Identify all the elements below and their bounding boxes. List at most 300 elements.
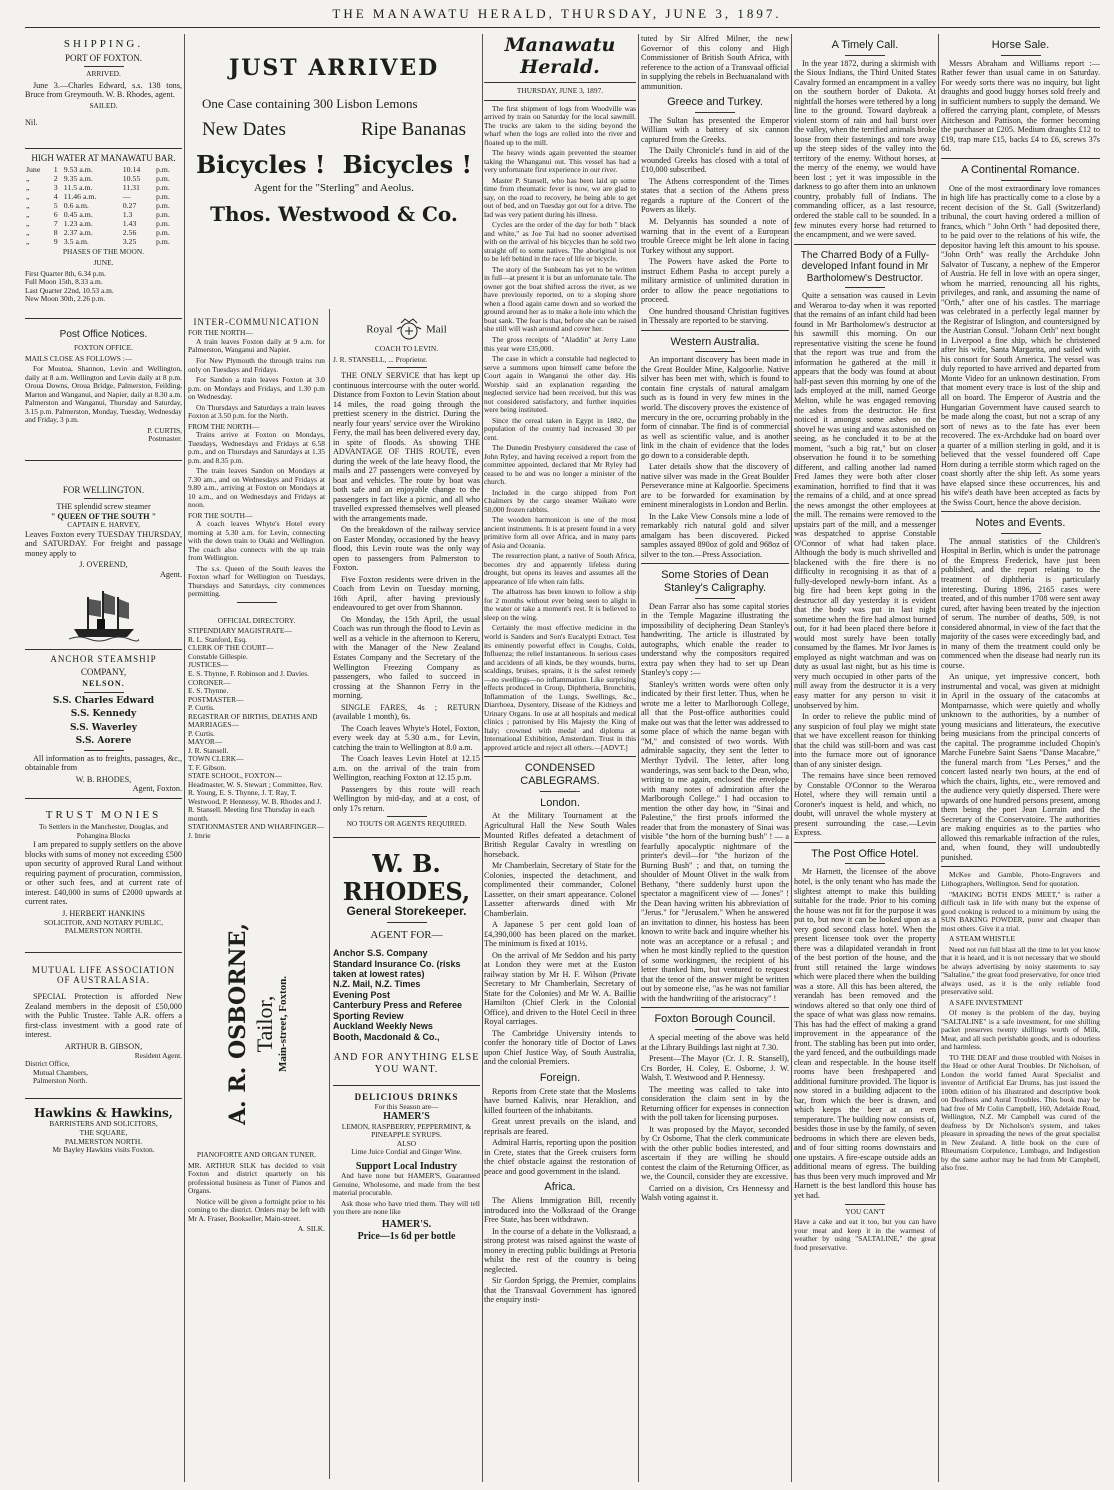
drinks-sub: For this Season are— — [374, 1101, 439, 1111]
tide-row — [25, 183, 182, 192]
directory-entry: R. L. Stanford, Esq. — [188, 634, 247, 644]
news-paragraph: Cycles are the order of the day for both " black and white," as Joe Tui had no sooner advertised with on the arrival of his bicycles than he sold two straight off to some natives. The aboriginal is not to be left behind in the race of life or bicycle. — [484, 220, 636, 264]
tide-cell: „ — [26, 237, 30, 247]
osborne-ad-text — [226, 923, 290, 1125]
charred-paragraph: Quite a sensation was caused in Levin and Weraroa to-day when it was reported that the remains of an infant child had been found in Mr Bartholomew's destructor at his sawmill this morning. On our representative visiting the scene he found that the report was true and from the information he gathered at the mill it appears that the body was found at about half-past seven this morning by one of the lads employed at the mill, named George Melton, while he was engaged removing the ashes from the destructor. He first noticed it amongst some ashes on the shovel he was using and was astonished on seeing, as he concluded it to be at the moment, "such a big rat," but on closer observation he found it to be something different, and calling another lad named Fred James they were both after closer examination, horrified to find that it was the remains of a child, and at once spread the news amongst the other employees at the mill. The remains were removed to the upstairs part of the mill, and a messenger was despatched to apprise Constable O'Connor of what had taken place. Although the body is much shrivelled and blackened with the fire there is no difficulty in recognising it as that of a fully-developed newly-born infant. As a big fire had been kept going in the destructor all day yesterday it is evident that the body was put in last night sometime when the fire had almost burned out, for it had been placed there before it would most surely have been totally consumed by the flames. Mr Ivor James is employed as night watchman and was on duty as usual last night, but as his time is very much occupied in other parts of the mill away from the destructor it is a very easy matter for any person to visit it unobserved by him. — [794, 291, 936, 710]
news-paragraph: Master P. Stansell, who has been laid up some time from rheumatic fever is now, we are glad to say, on the road to recovery, he being able to get out of bed, and on Tuesday got out for a drive. The lad was very patient during his illness. — [484, 175, 636, 219]
anchor-ship-name: S.S. Aorere — [75, 736, 132, 747]
tide-cell: „ — [26, 210, 30, 220]
train-from-north-entry: The train leaves Sandon on Mondays at 7.30 am., and on Wednesdays and Fridays at 9.80 a.m., arriving at Foxton on Mondays at 10 a.m., and on Wednesdays and Fridays at noon. — [188, 466, 325, 510]
tide-cell: p.m. — [155, 174, 170, 184]
directory-entry: TOWN CLERK— — [188, 754, 244, 764]
divider — [695, 112, 735, 113]
newspaper-title: Manawatu Herald. — [504, 34, 616, 79]
drinks-heading: DELICIOUS DRINKS — [354, 1092, 459, 1103]
greece-heading: Greece and Turkey. — [667, 96, 763, 109]
hamers-brand: HAMER'S — [383, 1111, 430, 1123]
london-paragraphs — [484, 811, 636, 1066]
greece-paragraph: M. Delyannis has sounded a note of warning that in the event of a European trouble Greece might be left alone in facing Turkey without any support. — [641, 217, 789, 255]
royal-crest-icon — [395, 317, 423, 343]
anchor-company: COMPANY, — [80, 666, 127, 677]
london-paragraph: A Japanese 5 per cent gold loan of £4,390,000 has been placed on the market. The minimum is fixed at 101½. — [484, 920, 636, 949]
steamer-captain: CAPTAIN E. HARVEY, — [67, 520, 140, 530]
coach-paragraph: On Monday, the 15th April, the usual Coach was run through the flood to Levin as well as a vehicle in the afternoon to Kereru, with the Manager of the New Zealand Estates Company and the Secretary of the Wellington Freezing Company as passengers, who failed to succeed in crossing at the Shannon Ferry in the morning. — [333, 614, 480, 701]
anchor-agent: W. B. RHODES, — [75, 774, 132, 784]
coach-paragraph: The Coach leaves Whyte's Hotel, Foxton, every week day at 5.30 a.m., for Levin, catching the train to Wellington at 8.0 a.m. — [333, 723, 480, 752]
africa-paragraph: The Aliens Immigration Bill, recently introduced into the Volksraad of the Orange Free State, has been withdrawn. — [484, 1196, 636, 1225]
post-office-heading: Post Office Notices. — [59, 328, 148, 340]
trust-sub: To Settlers in the Manchester, Douglas, and Pohangina Blocks — [39, 822, 168, 840]
tide-row — [25, 165, 182, 174]
foreign-paragraph: Reports from Crete state that the Moslems have burned Kalivis, near Heraklion, and killed fourteen of the inhabitants. — [484, 1086, 636, 1115]
foreign-paragraphs — [484, 1087, 636, 1177]
divider — [484, 756, 636, 757]
bicycles-line — [196, 151, 472, 179]
borough-paragraph: Carried on a division, Crs Hennessy and Walsh voting against it. — [641, 1183, 789, 1203]
africa-heading: Africa. — [544, 1181, 576, 1194]
tide-cell: „ — [26, 192, 30, 202]
agency-item: Auckland Weekly News — [333, 1021, 433, 1032]
charred-body-paragraphs — [794, 291, 936, 837]
tide-cell: 1.3 — [122, 210, 133, 220]
bananas-label: Ripe Bananas — [360, 118, 466, 140]
directory-entry: CORONER— — [188, 677, 231, 687]
divider — [387, 922, 427, 923]
divider — [941, 866, 1100, 867]
stanley-paragraph: Dean Farrar also has some capital stories in the Temple Magazine illustrating the impossibility of deciphering Dean Stanley's handwriting. The article is illustrated by autographs, which enable the reader to understand why the compositors required extra pay when they had to set up Dean Stanley's copy :— — [641, 601, 789, 678]
you-cant-body: Have a cake and eat it too, but you can have your meat and keep it in the warmest of weather by using "SALTALINE," the great food preservative. — [794, 1217, 936, 1252]
timely-call-heading: A Timely Call. — [831, 39, 899, 51]
borough-paragraph: The meeting was called to take into consideration the claim sent in by the Returning officer for expenses in connection with the poll taken for licensing purposes. — [641, 1084, 789, 1123]
divider — [845, 863, 885, 864]
also-label: ALSO — [396, 1138, 417, 1148]
osborne-place: Main-street, Foxton. — [277, 975, 290, 1073]
directory-entry: POSTMASTER— — [188, 694, 244, 704]
arrived-text: June 3.—Charles Edward, s.s. 138 tons, Bruce from Greymouth. W. B. Rhodes, agent. — [25, 80, 182, 100]
dates-label: New Dates — [202, 118, 286, 140]
piano-tuner-ad — [188, 1149, 325, 1234]
ask-line: Ask those who have tried them. They will tell you there are none like — [333, 1198, 480, 1217]
directory-entry: T. F. Gibson. — [188, 762, 227, 772]
post-office-sub: FOXTON OFFICE. — [74, 343, 133, 353]
tide-cell: p.m. — [155, 165, 170, 175]
column-advertisements — [188, 34, 480, 1484]
tide-cell: „ — [26, 228, 30, 238]
hawkins-address: THE SQUARE, — [79, 1128, 128, 1137]
divider — [237, 602, 277, 603]
column-rule — [791, 34, 792, 1482]
borough-paragraph: Present—The Mayor (Cr. J. R. Stansell), Crs Border, H. Coley, E. Osborne, J. W. Walsh, T. Westwood and P. Hennessy. — [641, 1054, 789, 1083]
small-ad: TO THE DEAF and those troubled with Noises in the Head or other Aural Troubles. Dr Nicholson, of London the world famed Aural Specialist and inventor of Artificial Ear Drums, has just issued the 100th edition of his illustrated and descriptive book on Deafness and Aural Troubles. This book may be had free of Mr Colin Campbell, 160, Adelaide Road, Wellington, N.Z. Mr Campbell was cured of the deafness by Dr Nicholson's system, and takes pleasure in spreading the news of the great specialist in New Zealand. A little book on the cure of Rheumatism Corpulence, Lumbago, and Indigestion by the same author may be had from Mr Campbell, also free. — [941, 1052, 1100, 1173]
tide-cell: 11.46 a.m. — [63, 192, 97, 202]
stanley-paragraph: Stanley's written words were often only indicated by their first letter. Thus, when he wrote me a letter to Marlborough College, all that the Post-office authorities could make out was that the letter was addressed to some place of which the name began with "M," and consisted of two words. With admirable sagacity, they sent the letter to Merthyr Tydvil. The letter, after long wanderings, was sent back to the Dean, who, writing to me again, enclosed the envelope with many notes of admiration after the Marlborough College." I had occasion to mention the other day how, in "Sinai and Palestine," the first proofs informed the reader that from the monastery of Sinai was visible "the horn of the burning bush" ! — a fearfully apocalyptic nightmare of the printer's devil—for "the horizon of the Burning Bush" ; and that, on turning the shoulder of Mount Olivet in the walk from Bethany, "there suddenly burst upon the spectator a magnificent view of — Jones" ! the Dean having written his abbreviation of "Jerus." for "Jerusalem." When he answered an invitation to dinner, his hostess has been known to write back and inquire whether his note was an acceptance or a refusal ; and when he most kindly replied to the question of some workingmen, the recipient of his letter thanked him, but ventured to request that the tenor of the answer might be written out by someone else, "as he was not familiar with the handwriting of the aristocracy" ! — [641, 679, 789, 1003]
moon-list — [25, 270, 182, 304]
borough-heading: Foxton Borough Council. — [654, 1013, 776, 1026]
romance-body: One of the most extraordinary love romances in high life has practically come to a close by a recent decision of the St. Gall (Switzerland) tribunal, the court having ordered a million of francs, which " John Orth " had deposited there, to be paid over to the relations of his wife, the depositor having left this amount to his spouse. "John Orth" was really the Archduke John Salvator of Tuscany, a nephew of the Emperor of Austria. He fell in love with an opera singer, whom he married, renouncing all his rights, privileges, and rank, and assuming the name of "Orth," after one of his castles. The marriage was celebrated in a perfectly legal manner by the Registrar of Islington, and countersigned by the Austrian Consul. "Johann Orth" next bought in Liverpool a fine ship, which he christened after his wife, Santa Margarita, and sailed with his consort for South America. The vessel was duly reported to have arrived and departed from Monte Video for an unknown destination. From that moment every trace is lost of the ship and all on board. The Emperor of Austria and the Hungarian Government have caused search to be made along the coast, but not a scrap of any sort of news as to the fate has ever been recovered. The ex-Archduke had on board over a quarter of a million sterling in gold, and it is believed that the vessel foundered off Cape Horn during a terrible storm which raged on the coast shortly after the ship left. As some years have elapsed since these occurrences, his and his wife's death have been accepted as facts by the Swiss Court, hence the above decision. — [941, 183, 1100, 507]
divider — [1001, 55, 1041, 56]
train-north-entry: On Thursdays and Saturdays a train leaves Foxton at 3.50 p.m. for the North. — [188, 402, 325, 421]
notes-paragraph: An unique, yet impressive concert, both instrumental and vocal, was given at midnight in April in the ossuary of the catacombs at Montparnasse, which were quietly and wholly unknown to the authorities, by a number of young musicians and litterateurs, the executive being musicians from the principal concerts of the capital. The programme included Chopin's Marche Funebre Saint Saens "Danse Macabre," the funeral march from "Les Perses," and the concert lasted nearly two hours, at the end of which the chairs, lights, etc., were removed and the audience very quietly dispersed. There were upwards of one hundred persons present, among them being the poet Jean Lorrain and the Secretary of the Conservatoire. The authorities are making enquiries as to the parties who allowed this remarkable infraction of the rules, and, when found, they will undoubtedly punished. — [941, 672, 1100, 862]
notes-paragraph: The annual statistics of the Children's Hospital in Berlin, which is under the patronage of the Empress Frederick, have just been published, and the report relating to the treatment of diphtheria is particularly interesting. During 1896, 2165 cases were treated, and of this number 1708 were sent away cured, after having been treated by the injection of serum. The number of deaths, 509, is not considered abnormal, in view of the fact that the majority of the cases were exceedingly bad, and in many of them the treatment could only be commenced when the disease had nearly run its course. — [941, 536, 1100, 670]
train-north-entry: For Sandon a train leaves Foxton at 3.0 p.m. on Mondays and Fridays, and 1.30 p.m on Wednesday. — [188, 375, 325, 402]
piano-sign: A. SILK. — [297, 1224, 325, 1234]
news-paragraph: Included in the cargo shipped from Port Chalmers by the cargo steamer Waikato were 50,000 frozen rabbits. — [484, 487, 636, 514]
anchor-heading: ANCHOR STEAMSHIP — [50, 654, 157, 665]
agency-item: Evening Post — [333, 989, 391, 1000]
charred-body-heading: The Charred Body of a Fully-developed Infant found in Mr Bartholomew's Destructor. — [800, 249, 930, 284]
syrups-list: LEMON, RASPBERRY, PEPPERMINT, & PINEAPPLE SYRUPS. — [341, 1121, 472, 1140]
tide-cell: „ — [26, 183, 30, 193]
royal-label: Royal — [366, 323, 393, 336]
charred-paragraph: In order to relieve the public mind of any suspicion of foul play we might state that we have excellent reason for thinking that the child was still-born and was cast into the furnace more out of ignorance than of any sinister design. — [794, 712, 936, 769]
directory-list — [188, 627, 325, 840]
divider — [25, 318, 182, 319]
directory-entry: E. S. Thynne. — [188, 686, 229, 696]
tide-cell: p.m. — [155, 210, 170, 220]
column-shipping — [25, 34, 182, 1484]
hawkins-note: Mr Bayley Hawkins visits Foxton. — [52, 1145, 155, 1155]
agency-item: Booth, Macdonald & Co., — [333, 1031, 440, 1042]
directory-entry: REGISTRAR OF BIRTHS, DEATHS AND MARRIAGES— — [188, 711, 318, 730]
news-paragraph: The first shipment of logs from Woodville was arrived by train on Saturday for the local sawmill. The trucks are taken to the siding beyond the wharf when the logs are rolled into the river and floated up to the mill. — [484, 103, 636, 147]
wa-heading: Western Australia. — [670, 335, 760, 348]
tide-cell: p.m. — [155, 228, 170, 238]
westwood-firm: Thos. Westwood & Co. — [210, 202, 458, 227]
tide-cell: 9 — [53, 237, 58, 247]
divider — [387, 816, 427, 817]
tide-cell: p.m. — [155, 183, 170, 193]
hotel-paragraph: Mr Harnett, the licensee of the above hotel, is the only tenant who has made the slightest attempt to make this building suitable for the trade. Prior to his coming the house was not fit for the purpose it was put to, but now it can be looked upon as a very good second class hotel. When the present licensee took over the property there was a dilapidated verandah in front of the best portion of the house, and the front still retained the large windows which were placed there when the building was a store. All this has been altered, the verandah has been removed and the windows altered so that only one third of the space of what was glass now remains. This has had the effect of making a grand improvement in the appearance of the front. The stabling has been put into order, the yard fenced, and the outbuildings made clean and respectable. In the house itself rooms have been freshpapered and additional furniture provided. The liquor is now stored in a building adjacent to the bar, from which the beer is drawn, and which keeps the beer at an even temperature. The building now consists of, besides those in use by the family, of seven bedrooms in which there are eleven beds, and of four sitting rooms downstairs and one upstairs. A fire-escape outside adds an additional means of egress. The building has thus been very much improved and Mr Harnett is the best landlord this house has yet had. — [794, 867, 936, 1200]
london-paragraph: On the arrival of Mr Seddon and his party at London they were met at the Euston railway station by Mr H. F. Wilson (Private Secretary to Mr Chamberlain, Secretary of State for the Colonies) and Mr W. A. Baillie Hamilton (Chief Clerk in the Colonial Office), and driven to the Hotel Cecil in three Royal carriages. — [484, 950, 636, 1027]
small-ads — [941, 871, 1100, 1173]
coach-paragraph: SINGLE FARES, 4s ; RETURN (available 1 month), 6s. — [333, 702, 480, 722]
notes-heading: Notes and Events. — [975, 517, 1066, 530]
osborne-name: A. R. OSBORNE, — [225, 922, 252, 1126]
moon-phase: Full Moon 15th, 8.33 a.m. — [25, 277, 103, 287]
tide-row — [25, 192, 182, 201]
rhodes-name: W. B. RHODES, — [342, 848, 471, 906]
sailed-text: Nil. — [25, 118, 38, 128]
north-heading: FOR THE NORTH— — [188, 328, 253, 338]
africa-continued: tuted by Sir Alfred Milner, the new Governor of this colony and High Commissioner of British South Africa, with reference to the action of a Transvaal official in supplying the rebels in Bechuanaland with ammunition. — [641, 34, 789, 91]
divider — [25, 1098, 182, 1099]
london-paragraph: At the Military Tournament at the Agricultural Hall the New South Wales Mounted Rifles defeated a detachment of British Regular Cavalry in wrestling on horseback. — [484, 811, 636, 859]
directory-entry: P. Curtis. — [188, 728, 215, 738]
tide-cell: 6 — [53, 210, 58, 220]
agency-item: Anchor S.S. Company — [333, 948, 428, 959]
directory-entry: J. R. Stansell. — [188, 745, 229, 755]
column-sundry — [941, 34, 1100, 1484]
foreign-heading: Foreign. — [539, 1071, 581, 1084]
divider — [641, 1007, 789, 1008]
tide-cell: 1.23 a.m. — [63, 219, 93, 229]
borough-paragraphs — [641, 1033, 789, 1203]
steamer-schedule: Leaves Foxton every TUESDAY THURSDAY, and SATURDAY. For freight and passage money apply to — [25, 529, 182, 558]
divider — [1001, 533, 1041, 534]
column-features — [794, 34, 936, 1484]
tide-cell: p.m. — [155, 192, 170, 202]
tide-table — [25, 165, 182, 246]
news-paragraph: The Dunedin Presbytery considered the case of John Ryley, and having received a report from the committee appointed, declared that Mr Ryley had ceased to be and was no longer a minister of the church. — [484, 443, 636, 487]
column-rule — [482, 34, 483, 1482]
port-label: PORT OF FOXTON. — [65, 52, 142, 63]
london-paragraph: Mr Chamberlain, Secretary of State for the Colonies, inspected the detachment, and complimented their commander, Colonel Lassetter, on their smart appearance. Colonel Lassetter afterwards dined with Mr Chamberlain. — [484, 861, 636, 918]
tide-row — [25, 219, 182, 228]
directory-entry: JUSTICES— — [188, 660, 229, 670]
bicycles-label-right: Bicycles ! — [342, 149, 472, 179]
tide-cell: 2 — [53, 174, 58, 184]
moon-phase: First Quarter 8th, 6.34 p.m. — [25, 268, 106, 278]
piano-body-2: Notice will be given a fortnight prior to his coming to the district. Orders may be left with Mr A. Fraser, Bookseller, Main-street. — [188, 1196, 325, 1223]
agency-list — [333, 948, 480, 1042]
africa-paragraphs — [484, 1196, 636, 1305]
tide-row — [25, 201, 182, 210]
agency-item: Sporting Review — [333, 1010, 404, 1021]
coach-paragraph: On the breakdown of the railway service on Easter Monday, occasioned by the heavy flood, this Levin route was the only way open to passengers from Palmerston to Foxton. — [333, 525, 480, 573]
directory-entry: STATE SCHOOL, FOXTON— — [188, 771, 282, 781]
hamers-brand-2: HAMER'S. — [381, 1218, 432, 1230]
coach-paragraph: THE ONLY SERVICE that has kept up continuous intercourse with the outer world. Distance from Foxton to Levin Station about 14 miles, the road going through the prettiest scenery in the district. During the nearly four years' service over the Wirokino Ferry, the mail has been delivered every day, in spite of floods. As showing THE ADVANTAGE OF THIS ROUTE, even during the week of the late heavy flood, the mails and 27 passengers were conveyed by boat and vehicles. The route by boat was both safe and an enjoyable change to the passengers in fact like a picnic, and all who travelled expressed themselves well pleased with the arrangements made. — [333, 371, 480, 523]
divider — [333, 837, 480, 838]
coach-service-text — [333, 371, 480, 813]
anchor-info: All information as to freights, passages, &c., obtainable from — [25, 753, 182, 773]
column-two-split — [188, 309, 480, 1484]
tide-cell: 11.31 — [122, 183, 140, 193]
mutual-agent-title: Resident Agent. — [134, 1050, 182, 1060]
steamer-agent-title: Agent. — [159, 569, 182, 579]
charred-paragraph: The remains have since been removed by Constable O'Connor to the Weraroa Hotel, where they will remain until a Coroner's inquest is held, and which, no doubt, will unravel the whole mystery at present surrounding the case.—Levin Express. — [794, 771, 936, 838]
greece-paragraph: One hundred thousand Christian fugitives in Thessaly are reported to be starving. — [641, 306, 789, 326]
tide-cell: 3.5 a.m. — [63, 237, 89, 247]
steamer-intro: THE splendid screw steamer — [56, 502, 151, 512]
tide-cell: p.m. — [155, 219, 170, 229]
directory-entry: STATIONMASTER AND WHARFINGER— — [188, 822, 325, 832]
postmaster-title: Postmaster. — [148, 434, 182, 444]
divider — [84, 66, 124, 67]
tide-cell: 4 — [53, 192, 58, 202]
agency-item: Canterbury Press and Referee — [333, 1000, 463, 1011]
moon-heading: PHASES OF THE MOON. — [62, 247, 145, 257]
small-ad: McKee and Gamble, Photo-Engravers and Lithographers, Wellington. Send for quotation. — [941, 870, 1100, 888]
divider — [540, 791, 580, 792]
directory-heading: OFFICIAL DIRECTORY. — [217, 615, 296, 625]
divider — [941, 511, 1100, 512]
small-ad: A SAFE INVESTMENT — [949, 997, 1023, 1007]
divider — [695, 351, 735, 352]
steamer-name: " QUEEN OF THE SOUTH " — [50, 511, 157, 521]
south-list — [188, 520, 325, 599]
mail-label: Mail — [426, 323, 447, 336]
train-north-entry: For New Plymouth the through trains run only on Tuesdays and Fridays. — [188, 355, 325, 374]
divider — [484, 82, 636, 83]
wa-paragraph: An important discovery has been made in the Great Boulder Mine, Kalgoorlie. Native silver has been met with, which is found to contain fine crystals of natural amalgam such as is found in very few mines in the world. The discovery proves the existence of mercury in the ore, occurring probably in the form of cinnabar. The find is of commercial as well as scientific value, and is another link in the chain of evidence that the lodes go down to a considerable depth. — [641, 355, 789, 460]
divider — [1001, 180, 1041, 181]
tide-cell: 1 — [53, 165, 58, 175]
postmaster-name: P. CURTIS, — [147, 425, 182, 435]
rhodes-trade: General Storekeeper. — [346, 904, 467, 919]
directory-entry: E. S. Thynne, F. Robinson and J. Davies. — [188, 669, 310, 678]
small-ad: Need not run full blast all the time to let you know that it is heard, and it is not necessary that we should be always advertising by noisy statements to say "Saltaline," the great food preservative, for once tried always used, as it is the only reliable food preservative sold. — [941, 944, 1100, 997]
directory-entry: Constable Gillespie. — [188, 651, 248, 661]
mutual-heading: MUTUAL LIFE ASSOCIATION OF AUSTRALASIA. — [31, 964, 176, 985]
column-rule — [938, 34, 939, 1482]
small-ad: Of money is the problem of the day, buying "SALTALINE" is a safe investment, for one shilling packet preserves twenty shillings worth of Milk, Meat, and all such perishable goods, and is odourless and harmless. — [941, 1008, 1100, 1052]
royal-mail-section — [333, 309, 480, 1484]
column-local-news — [484, 34, 636, 1484]
rhodes-slogan: AND FOR ANYTHING ELSE YOU WANT. — [333, 1052, 480, 1075]
divider — [641, 563, 789, 564]
train-from-north-entry: Trains arrive at Foxton on Mondays, Tuesdays, Wednesdays and Fridays at 6.58 p.m., and on Thursdays and Saturdays at 1.35 p.m. and 8.35 p.m. — [188, 430, 325, 465]
bicycles-label-left: Bicycles ! — [196, 149, 326, 179]
divider — [941, 158, 1100, 159]
coach-paragraph: Passengers by this route will reach Wellington by mid-day, and at a cost, of only 17s return. — [333, 784, 480, 813]
directory-entry: MAYOR— — [188, 737, 223, 747]
divider — [845, 55, 885, 56]
directory-entry: J. Imrie — [188, 830, 211, 840]
fruit-line — [202, 119, 466, 141]
wa-paragraph: In the Lake View Consols mine a lode of remarkably rich natural gold and silver amalgam has been discovered. Picked samples assayed 890oz of gold and 968oz of silver to the ton.—Press Association. — [641, 511, 789, 559]
tide-row — [25, 210, 182, 219]
divider — [25, 952, 182, 953]
news-paragraph: Certainly the most effective medicine in the world is Sanders and Son's Eucalypti Extract. Test its eminently powerful effect in Coughs, Colds, Influenza; the relief instantaneous. In serious cases and accidents of all kinds, be they wounds, burns, scaldings, bruises, sprains, it is the safest remedy—no swellings—no inflammation. Like surprising effects produced in Croup, Diphtheria, Bronchitis, Inflammation of the Lungs, Swellings, &c., Diarrhoea, Dysentery, Disease of the Kidneys and Urinary Organs. In use at all hospitals and medical clinics ; patronised by His Majesty the King of Italy; crowned with medal and diploma at International Exhibition, Amsterdam. Trust in this approved article and reject all others.—[ADVT.] — [484, 623, 636, 752]
horse-sale-heading: Horse Sale. — [991, 39, 1050, 51]
mutual-office-3: Palmerston North. — [33, 1076, 88, 1086]
issue-date: THURSDAY, JUNE 3, 1897. — [516, 86, 604, 96]
divider — [84, 988, 124, 989]
tide-cell: 11.5 a.m. — [63, 183, 93, 193]
column-rule — [638, 34, 639, 1482]
agency-item: N.Z. Mail, N.Z. Times — [333, 979, 421, 990]
news-paragraph: The wooden harmonicon is one of the most ancient instruments. It is at present found in a very primitive form all over Africa, and in many parts of Asia and Oceania. — [484, 515, 636, 550]
tide-cell: 10.55 — [122, 174, 141, 184]
london-heading: London. — [540, 796, 580, 809]
trust-body: I am prepared to supply settlers on the above blocks with sums of money not exceeding £500 upon security of approved Rural Land without requiring payment of procuration, commission, or other such fees, and at current rate of interest. £40,000 in sums of £2000 upwards at current rates. — [25, 840, 182, 907]
divider — [84, 750, 124, 751]
column-rule — [329, 309, 330, 1479]
tide-cell: „ — [26, 174, 30, 184]
masthead-rule — [25, 27, 1100, 28]
news-paragraph: Since the cereal taken in Egypt in 1882, the population of the country had increased 30 per cent. — [484, 415, 636, 442]
small-ad: A STEAM WHISTLE — [949, 934, 1015, 944]
osborne-trade: Tailor, — [251, 995, 277, 1053]
coach-paragraph: The Coach leaves Levin Hotel at 12.15 a.m. on the arrival of the train from Wellington, reaching Foxton at 12.15 p.m. — [333, 754, 480, 783]
divider — [794, 842, 936, 843]
tide-cell: „ — [26, 201, 30, 211]
train-south-entry: The s.s. Queen of the South leaves the Foxton wharf for Wellington on Tuesdays, Thursdays and Saturdays, city commences permitting. — [188, 563, 325, 599]
agency-item: Standard Insurance Co. (risks taken at lowest rates) — [333, 958, 461, 979]
greece-paragraph: The Powers have asked the Porte to instruct Edhem Pasha to accept purely a military armistice of unlimited duration in order to allow the peace negotiations to proceed. — [641, 257, 789, 305]
hawkins-heading: Hawkins & Hawkins, — [34, 1105, 173, 1120]
tide-cell: 3.25 — [122, 237, 137, 247]
divider — [25, 148, 182, 149]
you-cant-heading: YOU CAN'T — [845, 1206, 885, 1216]
tide-row — [25, 174, 182, 183]
osborne-ad — [188, 919, 325, 1129]
tide-row — [25, 237, 182, 246]
arrived-label: ARRIVED. — [86, 69, 121, 79]
anchor-ship-name: S.S. Charles Edward — [52, 695, 155, 706]
news-paragraph: The story of the Sunbeam has yet to be written in full—at present it is but an unfortunate tale. The owner got the boat shifted across the river, as we have previously reported, on to a sloping shore when a flood again came down and so worked the ground around her as to make a hole into which the boat sank. The fear is that, before she can be raised she still will wash around and cover her. — [484, 264, 636, 334]
trust-heading: TRUST MONIES — [45, 808, 162, 821]
agent-for-heading: AGENT FOR— — [370, 929, 443, 942]
tide-cell: 9.53 a.m. — [63, 165, 93, 175]
tide-cell: 0.27 — [122, 201, 137, 211]
tide-cell: 7 — [53, 219, 58, 229]
mutual-body: SPECIAL Protection is afforded New Zealand members in the deposit of £50,000 with the Public Trustee. Table A.R. offers a first-class investment with a good rate of interest. — [25, 992, 182, 1040]
directory-entry: Headmaster, W. S. Stewart ; Committee, Rev. R. Young, E. S. Thynne, J. T. Ray, T. Westwood, P. Hennessy, W. B. Rhodes and J. R. Stansell. Meeting first Thursday in each month. — [188, 779, 323, 823]
trust-sign: J. HERBERT HANKINS — [62, 909, 145, 918]
moon-phase: New Moon 30th, 2.26 p.m. — [25, 294, 106, 304]
column-foreign-news — [641, 34, 789, 1484]
hawkins-sub: BARRISTERS AND SOLICITORS, — [49, 1119, 158, 1129]
news-paragraph: The heavy winds again prevented the steamer taking the Whanganui out. This vessel has had a very unfortunate first experience in our river. — [484, 148, 636, 175]
from-north-list — [188, 431, 325, 510]
borough-paragraph: It was proposed by the Mayor, seconded by Cr Osborne, That the clerk communicate with the other public bodies interested, and ascertain if they are willing he should contest the claim of the Returning Officer, as we, the Council, consider they are excessive. — [641, 1124, 789, 1182]
borough-paragraph: A special meeting of the above was held at the Library Buildings last night at 7.30. — [641, 1033, 789, 1052]
piano-heading: PIANOFORTE AND ORGAN TUNER. — [196, 1150, 317, 1159]
news-paragraph: The gross receipts of "Aladdin" at Jerry Lane this year were £35,000. — [484, 334, 636, 353]
tide-cell: p.m. — [155, 201, 170, 211]
divider — [695, 1029, 735, 1030]
divider — [25, 649, 182, 650]
coach-heading: COACH TO LEVIN. — [374, 344, 439, 353]
directory-entry: CLERK OF THE COURT— — [188, 643, 274, 653]
mutual-office-2: Mutual Chambers, — [33, 1067, 89, 1077]
tide-cell: 2.37 a.m. — [63, 228, 93, 238]
timely-call-body: In the year 1872, during a skirmish with the Sioux Indians, the Third United States Cavalry formed an encampment in a valley on the southern border of Dakota. At nightfall the horses were tethered by a long line to the ground. Toward daybreak a violent storm of rain and hail burst over the valley, when the terrified animals broke loose from their fastenings and tore away up the steep sides of the valley into the territory of the enemy. Without horses, at the mercy of the enemy, we would have been lost ; yet it was impossible in the darkness to go after them into an unknown country, probably full of Indians. The commanding officer, as a last resource, ordered the stable call to be sounded. In a few minutes every horse had returned to the encampment, and we were saved. — [794, 58, 936, 240]
lemons-line: One Case containing 300 Lisbon Lemons — [202, 95, 418, 111]
anchor-ship-list — [25, 696, 182, 747]
news-paragraph: The albatross has been known to follow a ship for 2 months without ever being seen to alight in the water or take a moment's rest. It is believed to sleep on the wing. — [484, 587, 636, 622]
steamer-agent: J. OVEREND, — [79, 560, 128, 570]
foreign-paragraph: Admiral Harris, reporting upon the position in Crete, states that the Greek cruisers form the chief obstacle against the restoration of peace and good government in the island. — [484, 1138, 636, 1176]
train-north-entry: A train leaves Foxton daily at 9 a.m. for Palmerston, Wanganui and Napier. — [188, 336, 325, 355]
shipping-heading: SHIPPING. — [63, 38, 144, 50]
divider — [387, 367, 427, 368]
hotel-paragraphs — [794, 867, 936, 1200]
column-rule — [184, 34, 185, 1482]
tide-cell: 0.45 a.m. — [63, 210, 93, 220]
divider — [845, 1204, 885, 1205]
tide-cell: p.m. — [155, 237, 170, 247]
divider — [25, 460, 182, 461]
greece-paragraph: The Sultan has presented the Emperor William with a battery of six cannon captured from the Greeks. — [641, 115, 789, 144]
notes-paragraphs — [941, 537, 1100, 863]
africa-paragraph: Sir Gordon Sprigg, the Premier, complains that the Transvaal Government has ignored the enquiry insti- — [484, 1276, 636, 1305]
divider — [845, 287, 885, 288]
divider — [794, 244, 936, 245]
tide-cell: — — [122, 192, 131, 202]
small-ad: "MAKING BOTH ENDS MEET," is rather a difficult task in life with many but the expense of good cooking is reduced to a minimum by using the SUN BAKING POWDER, purer and cheaper than most others. Give it a trial. — [941, 889, 1100, 933]
south-heading: FOR THE SOUTH— — [188, 510, 253, 520]
just-arrived-heading: JUST ARRIVED — [228, 55, 440, 81]
tide-cell: „ — [26, 219, 30, 229]
piano-body: MR. ARTHUR SILK has decided to visit Foxton and district quarterly on his professional business as Tuner of Pianos and Organs. — [188, 1160, 325, 1196]
coach-paragraph: Five Foxton residents were driven in the Coach from Levin on Tuesday morning, 16th April, after having previously endeavoured to get over from Shannon. — [333, 574, 480, 613]
support-body: And have none but HAMER'S, Guaranteed Genuine, Wholesome, and made from the best material procurable. — [333, 1171, 480, 1198]
anchor-ship-name: S.S. Waverley — [70, 722, 137, 733]
mails-body: For Moutoa, Shannon, Levin and Wellington, daily at 8 a.m. Wellington and Levin daily at 8 p.m. Oroua Downs, Oroua Bridge, Palmerston, Feilding, Marton and Wanganui, and Napier, daily at 8.30 a.m. Palmerston and Wanganui, Thursday and Saturday, 3.15 p.m. Palmerston, Monday, Tuesday, Wednesday and Friday, 3 p.m. — [25, 364, 182, 425]
steamship-illustration-icon — [69, 583, 139, 645]
greece-paragraph: The Daily Chronicle's fund in aid of the wounded Greeks has closed with a total of £10,000 subscribed. — [641, 146, 789, 175]
greece-paragraphs — [641, 116, 789, 326]
moon-month: JUNE. — [93, 258, 114, 267]
divider — [695, 598, 735, 599]
stanley-paragraphs — [641, 602, 789, 1004]
tide-cell: 1.43 — [122, 219, 137, 229]
divider — [84, 692, 124, 693]
tide-cell: June — [26, 165, 41, 175]
